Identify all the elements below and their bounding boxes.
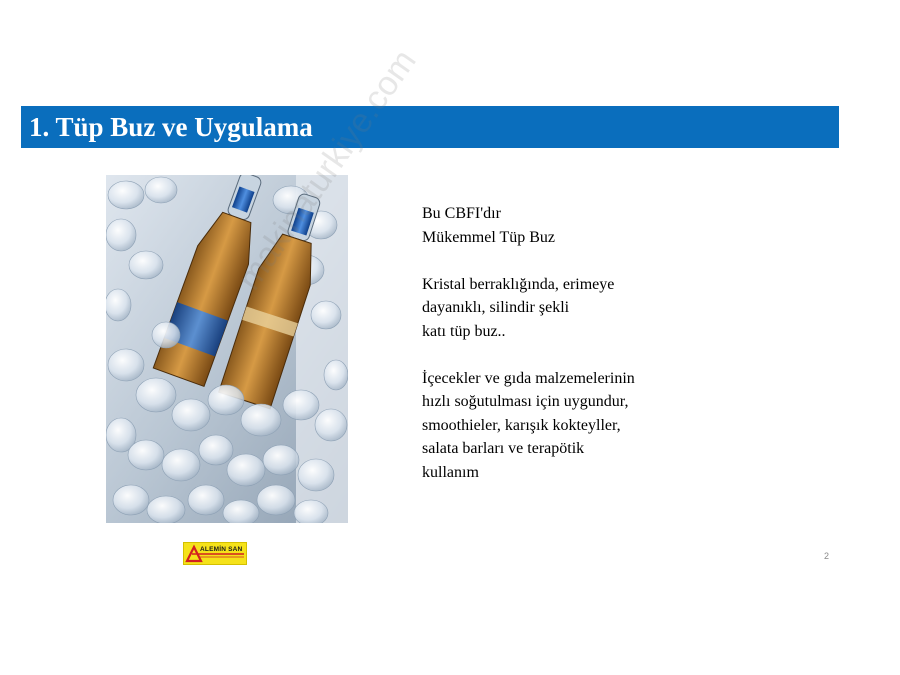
photo-illustration	[106, 175, 348, 523]
text-line: Kristal berraklığında, erimeye	[422, 275, 615, 293]
description-text	[422, 202, 722, 484]
text-line: salata barları ve terapötik	[422, 440, 585, 457]
title-bar	[21, 106, 839, 148]
text-line: İçecekler ve gıda malzemelerinin	[422, 369, 635, 387]
logo-text: ALEMİN SAN	[200, 546, 243, 553]
text-line: Bu CBFI'dır	[422, 205, 501, 222]
text-line: smoothieler, karışık kokteyller,	[422, 416, 621, 434]
bottles-in-ice-photo	[106, 175, 348, 523]
text-line: kullanım	[422, 463, 479, 481]
slide-title: 1. Tüp Buz ve Uygulama	[29, 111, 313, 142]
watermark: makinaturkiye.com	[230, 42, 424, 297]
paragraph-intro	[422, 202, 722, 249]
company-logo	[183, 542, 247, 565]
text-line: Mükemmel Tüp Buz	[422, 228, 556, 246]
text-line: katı tüp buz..	[422, 322, 506, 340]
page-number: 2	[824, 551, 830, 561]
text-line: hızlı soğutulması için uygundur,	[422, 393, 629, 410]
paragraph-usage	[422, 367, 722, 485]
paragraph-properties	[422, 273, 722, 344]
text-line: dayanıklı, silindir şekli	[422, 299, 570, 316]
